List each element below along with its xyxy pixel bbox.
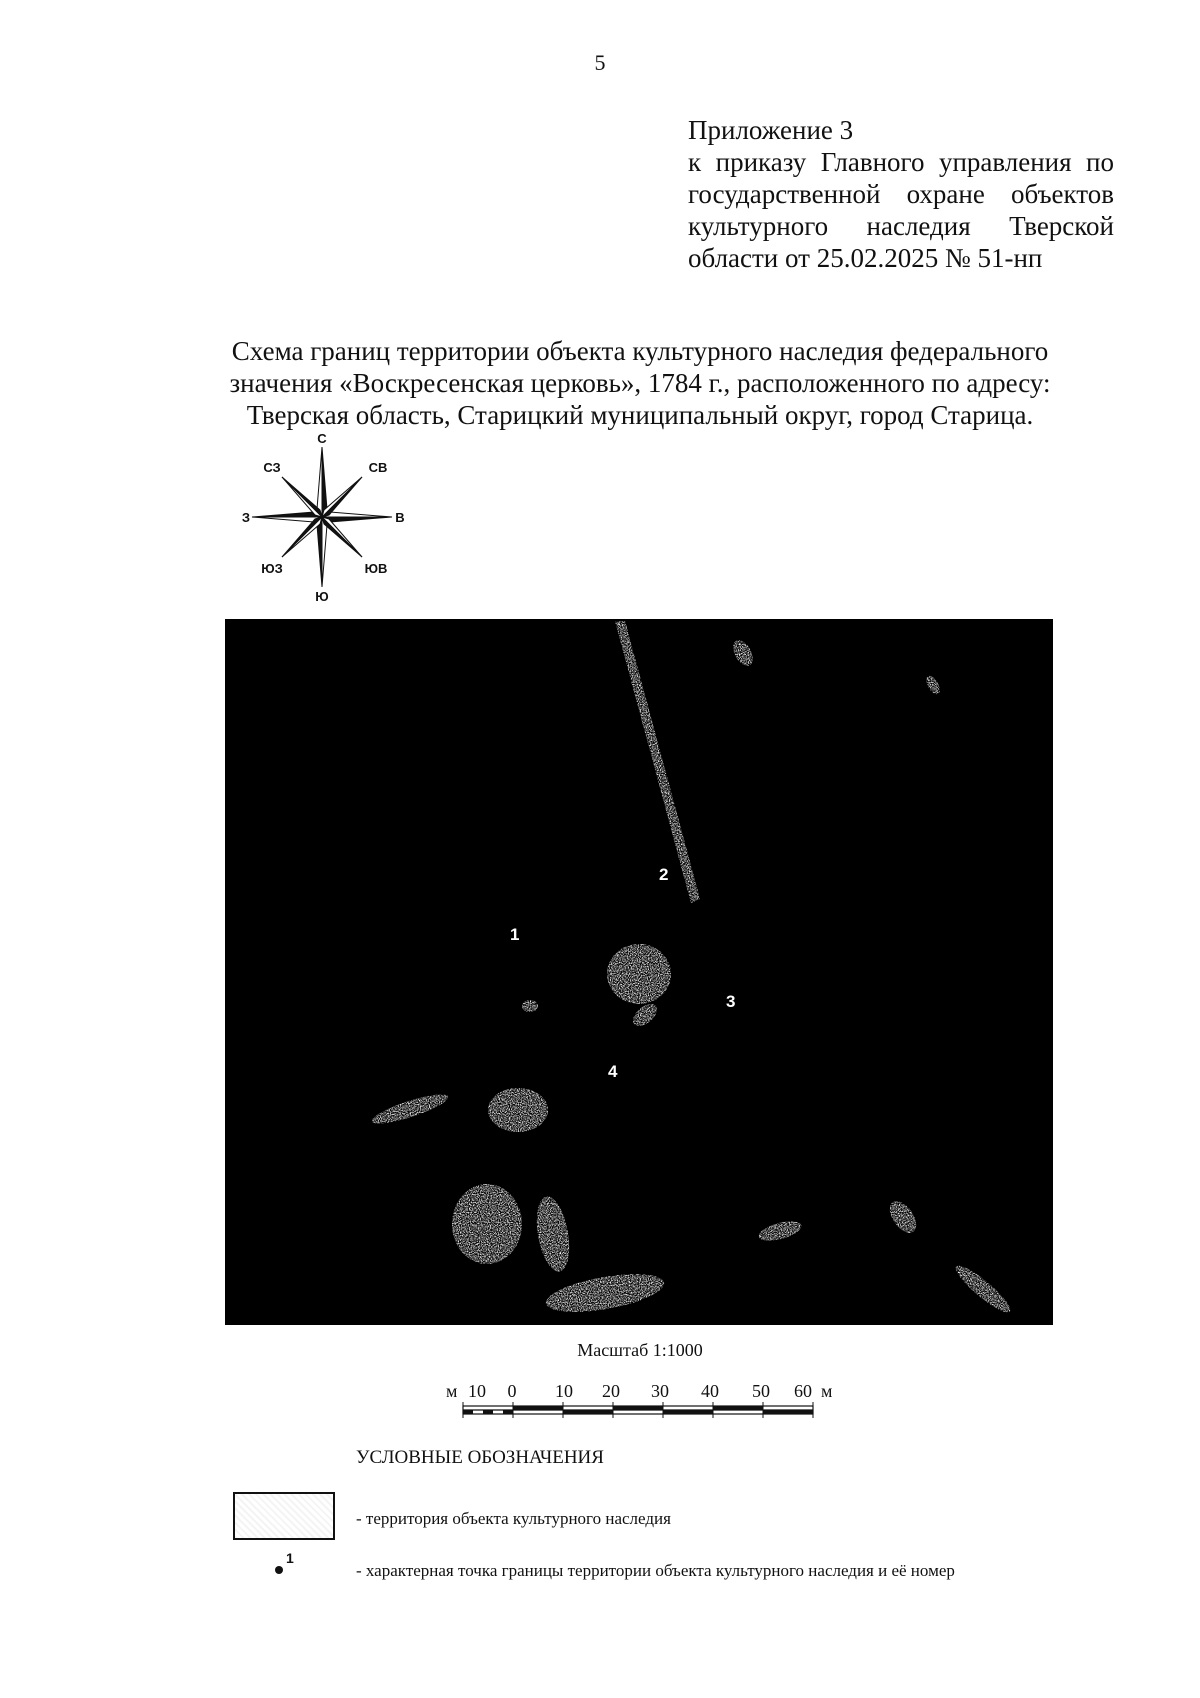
compass-n: С (317, 431, 327, 446)
appendix-line: государственной охране объектов (688, 179, 1114, 209)
title-line: Тверская область, Старицкий муниципальный округ, город Старица. (246, 400, 1034, 430)
scale-tick-label: 50 (752, 1381, 770, 1401)
compass-sw: ЮЗ (261, 561, 283, 576)
appendix-line: культурного наследия Тверской (688, 211, 1114, 241)
compass-w: З (241, 510, 251, 525)
scale-tick-label: 10 (468, 1381, 486, 1401)
page-number: 5 (594, 50, 606, 75)
map-speckle-areas (369, 621, 1014, 1319)
legend-heading: УСЛОВНЫЕ ОБОЗНАЧЕНИЯ (356, 1447, 604, 1468)
map-point-label: 1 (510, 925, 520, 944)
compass-rose-icon (232, 430, 412, 605)
compass-s: Ю (315, 589, 329, 604)
appendix-line: к приказу Главного управления по (688, 147, 1114, 177)
appendix-line: Приложение 3 (688, 115, 854, 145)
scale-tick-label: 40 (701, 1381, 719, 1401)
scale-title: Масштаб 1:1000 (577, 1340, 703, 1360)
map-point-label: 2 (659, 865, 669, 884)
legend-point-number: 1 (286, 1550, 294, 1566)
document-title (170, 335, 1110, 431)
map-features (225, 619, 1053, 1325)
map-point-label: 3 (726, 992, 736, 1011)
compass-se: ЮВ (364, 561, 388, 576)
appendix-line: области от 25.02.2025 № 51-нп (688, 243, 1043, 273)
title-line: значения «Воскресенская церковь», 1784 г., расположенного по адресу: (229, 368, 1051, 398)
legend-territory-swatch (233, 1492, 335, 1540)
legend-item-territory: - территория объекта культурного наследия (356, 1509, 671, 1528)
compass-e: В (395, 510, 405, 525)
scale-tick-label: 30 (651, 1381, 669, 1401)
scale-bar (440, 1377, 840, 1422)
scale-tick-label: 0 (507, 1381, 517, 1401)
scale-tick-label: 20 (602, 1381, 620, 1401)
map-image (225, 619, 1053, 1325)
map-point-label: 4 (608, 1062, 618, 1081)
scale-tick-label: 60 (794, 1381, 812, 1401)
compass-ne: СВ (368, 460, 388, 475)
boundary-point-icon (275, 1566, 283, 1574)
title-line: Схема границ территории объекта культурного наследия федерального (231, 336, 1049, 366)
compass-nw: СЗ (263, 460, 281, 475)
scale-unit-left: м (446, 1381, 458, 1401)
scale-unit-right: м (821, 1381, 833, 1401)
appendix-block (688, 114, 1114, 274)
scale-tick-label: 10 (555, 1381, 573, 1401)
legend-item-boundary-point: - характерная точка границы территории объекта культурного наследия и её номер (356, 1561, 955, 1580)
